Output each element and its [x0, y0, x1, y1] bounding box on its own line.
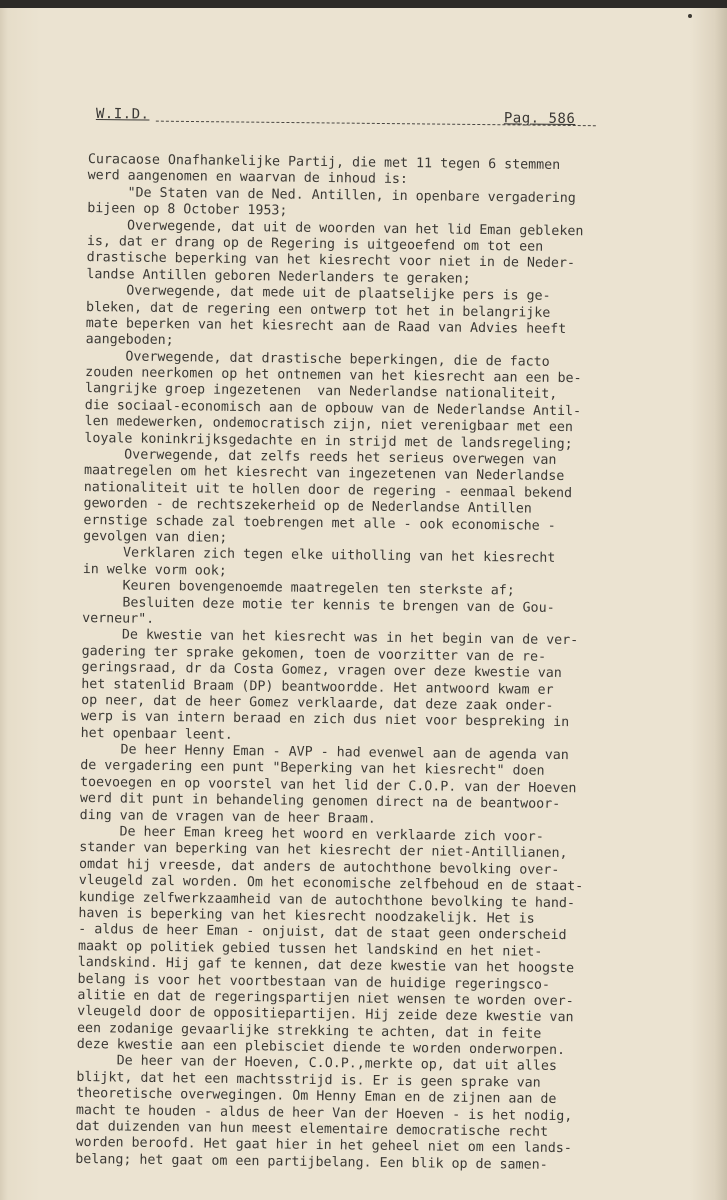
- text-line: Overwegende, dat zelfs reeds het serieus overwegen van: [84, 447, 557, 468]
- text-line: mate beperken van het kiesrecht aan de Raad van Advies heeft: [85, 315, 567, 337]
- text-line: Besluiten deze motie ter kennis te brengen van de Gou-: [82, 594, 555, 616]
- text-line: toevoegen en op voorstel van het lid der C.O.P. van der Hoeven: [79, 774, 577, 797]
- text-line: geworden - de rechtszekerheid op de Nederlandse Antillen: [83, 496, 532, 517]
- text-line: vleugeld zal worden. Om het economische zelfbehoud en de staat-: [78, 873, 584, 895]
- text-line: belang is voor het voortbestaan van de huidige regeringsco-: [77, 971, 550, 993]
- text-line: ernstige schade zal toebrengen met alle - ook economische -: [83, 512, 556, 534]
- text-line: De heer Henny Eman - AVP - had evenwel aan de agenda van: [80, 742, 569, 764]
- text-line: belang; het gaat om een partijbelang. Een blik op de samen-: [75, 1151, 548, 1173]
- text-line: Overwegende, dat mede uit de plaatselijke pers is ge-: [86, 283, 551, 304]
- header-page-number: Pag. 586: [503, 110, 576, 128]
- text-line: werd dit punt in behandeling genomen direct na de beantwoor-: [79, 791, 561, 813]
- text-line: dat duizenden van hun meest elementaire democratische recht: [75, 1118, 549, 1140]
- text-line: macht te houden - aldus de heer Van der Hoeven - is het nodig,: [75, 1102, 573, 1124]
- text-line: zouden neerkomen op het ontnemen van het kiesrecht aan een be-: [85, 365, 582, 387]
- text-line: Keuren bovengenoemde maatregelen ten sterkste af;: [82, 578, 515, 599]
- text-line: werp is van intern beraad en zich dus niet voor bespreking in: [80, 709, 570, 731]
- text-line: Curacaose Onafhankelijke Partij, die met 11 tegen 6 stemmen: [87, 152, 561, 173]
- text-line: - aldus de heer Eman - onjuist, dat de staat geen onderscheid: [78, 922, 567, 944]
- text-line: werd aangenomen en waarvan de inhoud is:: [87, 168, 408, 188]
- text-line: De heer van der Hoeven, C.O.P.,merkte op, dat uit alles: [76, 1053, 557, 1075]
- text-line: Overwegende, dat drastische beperkingen, die de facto: [85, 348, 550, 370]
- text-line: Overwegende, dat uit de woorden van het lid Eman gebleken: [86, 217, 584, 239]
- text-line: loyale koninkrijksgedachte en in strijd met de landsregeling;: [84, 430, 573, 452]
- text-line: vleugeld door de oppositiepartijen. Hij zeide deze kwestie van: [77, 1004, 574, 1026]
- text-line: maatregelen om het kiesrecht van ingezetenen van Nederlandse: [83, 463, 565, 485]
- text-line: landskind. Hij gaf te kennen, dat deze kwestie van het hoogste: [77, 955, 575, 977]
- text-line: drastische beperking van het kiesrecht voor niet in de Neder-: [86, 250, 576, 272]
- text-line: bijeen op 8 October 1953;: [87, 201, 288, 219]
- text-line: is, dat er drang op de Regering is uitgeoefend om tot een: [86, 233, 544, 255]
- text-line: nationaliteit uit te hollen door de regering - eenmaal bekend: [83, 479, 573, 501]
- text-line: maakt op politiek gebied tussen het landskind en het niet-: [77, 938, 543, 960]
- text-line: blijkt, dat het een machtsstrijd is. Er is geen sprake van: [76, 1069, 541, 1091]
- text-line: het statenlid Braam (DP) beantwoordde. Het antwoord kwam er: [81, 676, 554, 698]
- document-body: [75, 152, 663, 1175]
- text-line: len medewerken, ondemocratisch zijn, niet verenigbaar met een: [84, 414, 574, 436]
- text-line: landse Antillen geboren Nederlanders te geraken;: [86, 266, 471, 287]
- text-line: langrijke groep ingezetenen van Nederlandse nationaliteit,: [84, 381, 558, 403]
- text-line: in welke vorm ook;: [82, 561, 227, 579]
- text-line: het openbaar leent.: [80, 725, 233, 743]
- text-line: Verklaren zich tegen elke uitholling van het kiesrecht: [82, 545, 556, 567]
- header-publication: W.I.D.: [95, 106, 150, 123]
- text-line: geringsraad, dr da Costa Gomez, vragen over deze kwestie van: [81, 660, 562, 682]
- text-line: gevolgen van dien;: [83, 528, 228, 546]
- text-line: omdat hij vreesde, dat anders de autochthone bevolking over-: [78, 856, 560, 878]
- text-line: bleken, dat de regering een ontwerp tot het in belangrijke: [85, 299, 551, 321]
- text-line: alitie en dat de regeringspartijen niet wensen te worden over-: [77, 987, 574, 1010]
- text-line: stander van beperking van het kiesrecht der niet-Antillianen,: [79, 840, 568, 862]
- text-line: verneur".: [82, 610, 155, 627]
- text-line: haven is beperking van het kiesrecht noodzakelijk. Het is: [78, 905, 535, 927]
- text-line: worden beroofd. Het gaat hier in het geheel niet om een lands-: [75, 1135, 572, 1157]
- punch-mark: [688, 14, 692, 18]
- text-line: deze kwestie aan een plebisciet diende te worden onderworpen.: [76, 1037, 566, 1059]
- text-line: theoretische overwegingen. Om Henny Eman en de zijnen aan de: [76, 1086, 557, 1108]
- text-line: kundige zelfwerkzaamheid van de autochthone bevolking te hand-: [78, 889, 576, 911]
- text-line: aangeboden;: [85, 332, 174, 349]
- text-line: een zodanige gevaarlijke strekking te achten, dat in feite: [76, 1020, 542, 1042]
- text-line: "De Staten van de Ned. Antillen, in openbare vergadering: [87, 184, 576, 206]
- text-line: die sociaal-economisch aan de opbouw van de Nederlandse Antil-: [84, 397, 582, 420]
- text-line: gadering ter sprake gekomen, toen de voorzitter van de re-: [81, 643, 547, 665]
- text-line: De kwestie van het kiesrecht was in het begin van de ver-: [81, 627, 579, 649]
- text-line: De heer Eman kreeg het woord en verklaarde zich voor-: [79, 823, 544, 845]
- text-line: de vergadering een punt "Beperking van het kiesrecht" doen: [80, 758, 545, 780]
- text-line: ding van de vragen van de heer Braam.: [79, 807, 376, 827]
- scan-top-edge: [0, 0, 727, 8]
- text-line: op neer, dat de heer Gomez verklaarde, dat deze zaak onder-: [81, 692, 554, 714]
